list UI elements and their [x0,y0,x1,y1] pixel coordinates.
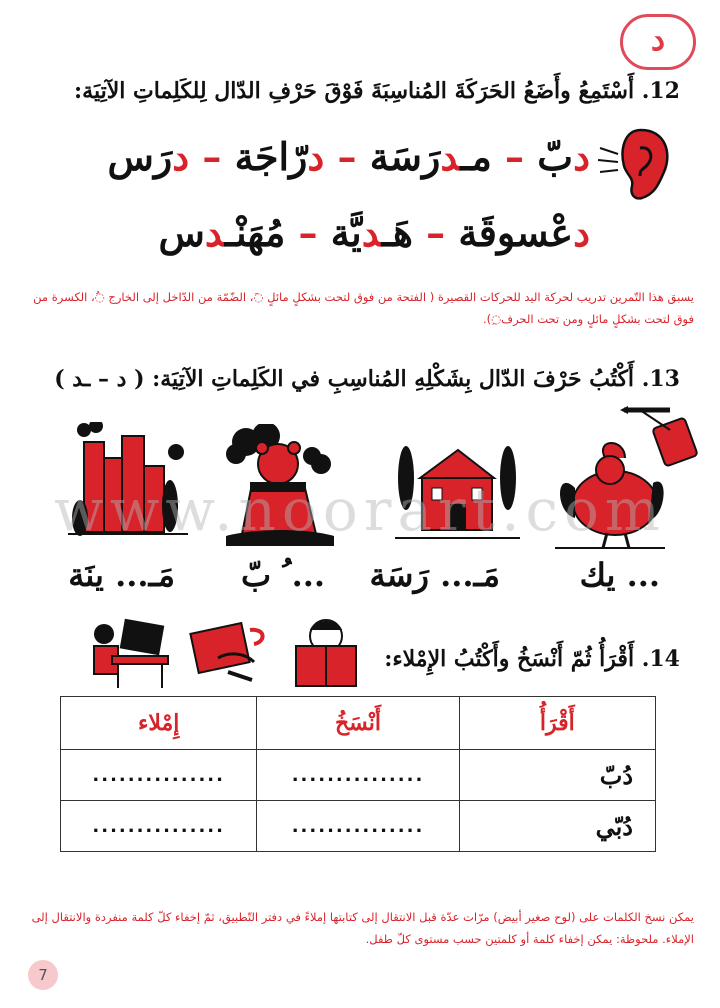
q12-teacher-note: يسبق هذا التّمرين تدريب لحركة اليد للحركات القصيرة ( الفتحة من فوق لتحت بشكلٍ مائلٍ ◌َ، الضّمّة من الدّاخل إلى الخارج ◌ُ، الكسرة من فوق لتحت بشكلٍ مائلٍ ومن تحت الحرف◌ِ). [33,290,694,326]
vocab-word [458,210,590,255]
word-part: عْسوقَة [458,210,574,255]
q12-words-line2 [158,210,590,255]
table-row [61,750,656,801]
word-separator: – [324,134,370,179]
dal-letter: د [172,134,190,179]
word-part: هَـ [381,210,413,255]
footer-teacher-note: يمكن نسخ الكلمات على (لوح صغير أبيض) مرّات عدّة قبل الانتقال إلى كتابتها إملاءً في دفتر التّطبيق، ثمّ إخفاء كلّ كلمة منفردة والانتقال إلى الإملاء. ملحوظة: يمكن إخفاء كلمة أو كلمتين حسب مستوى كلّ طفل. [31,910,694,946]
q13-word-2: مَـ... رَسَة [369,556,500,594]
read-word: دُبّ [459,750,655,801]
q13-title: 13. أَكْتُبُ حَرْفَ الدّال بِشَكْلِهِ المُناسِبِ في الكَلِماتِ الآتِيَة: ( د – ـد ) [54,366,680,392]
word-part: رّاجَة [234,134,308,179]
hand-writing-icon [188,622,268,688]
ear-icon [596,124,676,204]
word-part: رَسَة [369,134,441,179]
dal-letter: د [440,134,461,179]
child-writing-icon [82,618,172,690]
copy-blank[interactable]: ............... [257,750,459,801]
letter-badge [620,14,696,70]
vocab-word [107,134,189,179]
watermark: www.noorart.com [54,476,666,544]
q13-word-1: ... يك [579,556,660,594]
table-row [61,801,656,852]
copy-blank[interactable]: ............... [257,801,459,852]
col-header-copy: أَنْسَخُ [257,697,459,750]
page-number: 7 [28,960,58,990]
q13-word-4: مَـ... ينَة [68,556,175,594]
word-separator: – [412,210,459,255]
vocab-word [235,134,325,179]
vocab-word [331,210,413,255]
dal-letter: د [307,134,325,179]
dal-letter: د [361,210,382,255]
word-separator: – [189,134,235,179]
dal-letter: د [573,134,590,179]
child-reading-icon [290,618,362,688]
vocab-word [370,134,492,179]
dictation-blank[interactable]: ............... [61,801,257,852]
dal-letter: د [573,210,590,255]
col-header-read: أَقْرَأُ [459,697,655,750]
q12-words-line1 [107,134,590,179]
dictation-blank[interactable]: ............... [61,750,257,801]
letter-badge-text: د [650,20,666,58]
vocab-word [158,210,285,255]
q12-title: 12. أَسْتَمِعُ وأَضَعُ الحَرَكَةَ المُناسِبَةَ فَوْقَ حَرْفِ الدّال لِلكَلِماتِ الآتِيَة: [74,78,680,104]
vocab-word [537,134,590,179]
word-part: رَس [107,134,173,179]
word-separator: – [491,134,538,179]
dal-letter: د [204,210,225,255]
word-part: يَّة [330,210,362,255]
word-part: س [158,210,205,255]
q13-word-3: ... ُ بّ [240,556,325,594]
word-separator: – [285,210,331,255]
q14-title: 14. أَقْرَأُ ثُمّ أَنْسَخُ وأَكْتُبُ الإِمْلاء: [384,646,680,672]
col-header-dictation: إِمْلاء [61,697,257,750]
table-header-row [61,697,656,750]
word-part: مُهَنْـ [224,210,286,255]
word-part: مـ [460,134,492,179]
writing-table [60,696,656,852]
word-part: بّ [537,134,574,179]
read-word: دُبّي [459,801,655,852]
